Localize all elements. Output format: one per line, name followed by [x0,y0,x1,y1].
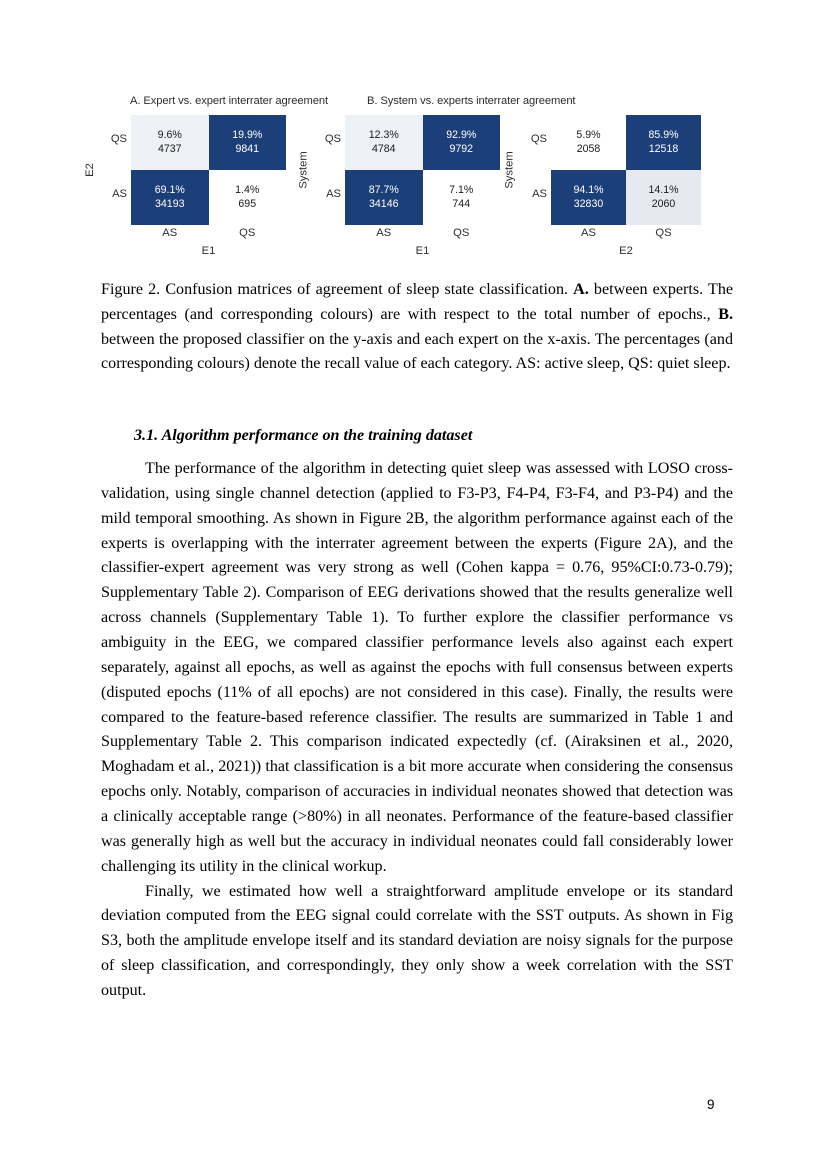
panel-b-title: B. System vs. experts interrater agreement [367,95,576,107]
cell-percent: 92.9% [446,128,477,141]
matrix-b1-cell-0-1 [423,115,501,170]
cell-count: 744 [452,197,471,210]
paragraph-1: The performance of the algorithm in detecting quiet sleep was assessed with LOSO cross-validation, using single channel detection (applied to F3-P3, F4-P4, F3-F4, and P3-P4) and the mild temporal smoothing. As shown in Figure 2B, the algorithm performance against each of the experts is overlapping with the interrater agreement between the experts (Figure 2A), and the classifier-expert agreement was very strong as well (Cohen kappa = 0.76, 95%CI:0.73-0.79); Supplementary Table 2). Comparison of EEG derivations showed that the results generalize well across channels (Supplementary Table 1). To further explore the classifier performance vs ambiguity in the EEG, we compared classifier performance levels also against each expert separately, against all epochs, as well as against the epochs with full consensus between experts (disputed epochs (11% of all epochs) are not considered in this case). Finally, the results were compared to the feature-based reference classifier. The results are summarized in Table 1 and Supplementary Table 2. This comparison indicated expectedly (cf. (Airaksinen et al., 2020, Moghadam et al., 2021)) that classification is a bit more accurate when considering the consensus epochs only. Notably, comparison of accuracies in individual neonates showed that detection was a clinically acceptable range (>80%) in all neonates. Performance of the feature-based classifier was generally high as well but the accuracy in individual neonates could fall considerably lower challenging its utility in the clinical workup. [101,460,733,875]
matrix-b1-grid [345,115,500,225]
cell-count: 2058 [576,142,601,155]
matrix-b2-cell-0-0 [551,115,626,170]
confusion-matrices [0,115,826,265]
matrix-b1-x-axis-label: E1 [415,245,430,257]
cell-percent: 5.9% [576,128,601,141]
matrix-b1-y-axis-label [297,115,311,225]
confusion-matrix-a [84,115,316,257]
matrix-b2-xtick-0: AS [581,227,596,239]
matrix-b2-xticks [551,227,701,239]
matrix-a-xtick-0: AS [162,227,178,239]
cell-percent: 85.9% [648,128,679,141]
matrix-a-cell-1-1 [209,170,287,225]
caption-bold-a: A. [573,281,589,298]
figure-caption [101,278,733,377]
matrix-b1-cell-0-0 [345,115,423,170]
page-number: 9 [707,1097,715,1112]
cell-percent: 14.1% [648,183,679,196]
cell-percent: 1.4% [235,183,260,196]
caption-bold-b: B. [718,305,733,323]
matrix-b1-ytick-0: QS [324,133,341,145]
section-heading: 3.1. Algorithm performance on the training dataset [134,427,473,444]
matrix-a-cell-0-1 [209,115,287,170]
cell-percent: 19.9% [232,128,263,141]
panel-titles [130,95,826,113]
cell-count: 34146 [369,197,399,210]
matrix-b2-cell-1-0 [551,170,626,225]
cell-count: 9841 [235,142,260,155]
cell-count: 2060 [651,197,676,210]
panel-a-title: A. Expert vs. expert interrater agreement [130,95,328,107]
matrix-a-ytick-1: AS [112,188,127,200]
section-body [101,457,733,1004]
matrix-b1-ytick-1: AS [326,188,341,200]
cell-count: 4784 [371,142,396,155]
cell-count: 34193 [155,197,185,210]
cell-percent: 9.6% [157,128,182,141]
matrix-a-ytick-0: QS [110,133,127,145]
matrix-b2-ytick-1: AS [532,188,547,200]
matrix-a-y-axis-label [83,115,97,225]
matrix-b2-x-axis-label: E2 [619,245,633,257]
caption-lead: Figure 2. Confusion matrices of agreement of sleep state classification. [101,281,574,298]
caption-text-a: between experts. The percentages (and corresponding colours) are with respect to the total number of epochs., [101,281,734,323]
cell-percent: 87.7% [368,183,399,196]
cell-percent: 12.3% [368,128,399,141]
matrix-a-cell-0-0 [131,115,209,170]
cell-percent: 94.1% [573,183,604,196]
matrix-b2-ytick-0: QS [530,133,547,145]
matrix-b2-cell-1-1 [626,170,701,225]
matrix-b1-xticks [345,227,500,239]
matrix-b2-xtick-1: QS [655,227,672,239]
figure-2 [0,95,826,265]
matrix-b1-xtick-0: AS [376,227,392,239]
matrix-b2-y-axis-label-text: System [504,151,516,189]
paragraph-2: Finally, we estimated how well a straightforward amplitude envelope or its standard deviation computed from the EEG signal could correlate with the SST outputs. As shown in Fig S3, both the amplitude envelope itself and its standard deviation are noisy signals for the purpose of sleep classification, and correspondingly, they only show a week correlation with the SST output. [101,882,733,1000]
matrix-b1-y-axis-label-text: System [298,151,310,189]
matrix-a-xticks [131,227,286,239]
matrix-a-grid [131,115,286,225]
cell-count: 4737 [157,142,182,155]
cell-percent: 7.1% [449,183,474,196]
cell-count: 32830 [573,197,604,210]
cell-count: 9792 [449,142,474,155]
matrix-b1-xtick-1: QS [453,227,470,239]
matrix-b2-grid [551,115,701,225]
matrix-b1-cell-1-0 [345,170,423,225]
matrix-a-xtick-1: QS [239,227,256,239]
confusion-matrix-b2 [504,115,718,257]
cell-count: 12518 [648,142,679,155]
matrix-b2-cell-0-1 [626,115,701,170]
caption-text-b: between the proposed classifier on the y-axis and each expert on the x-axis. The percentages (and corresponding colours) denote the recall value of each category. AS: active sleep, QS: quiet sleep. [101,330,733,373]
cell-percent: 69.1% [154,183,185,196]
matrix-a-y-axis-label-text: E2 [84,163,96,177]
matrix-b1-cell-1-1 [423,170,501,225]
matrix-b2-y-axis-label [503,115,517,225]
cell-count: 695 [238,197,257,210]
matrix-a-cell-1-0 [131,170,209,225]
matrix-a-x-axis-label: E1 [201,245,216,257]
